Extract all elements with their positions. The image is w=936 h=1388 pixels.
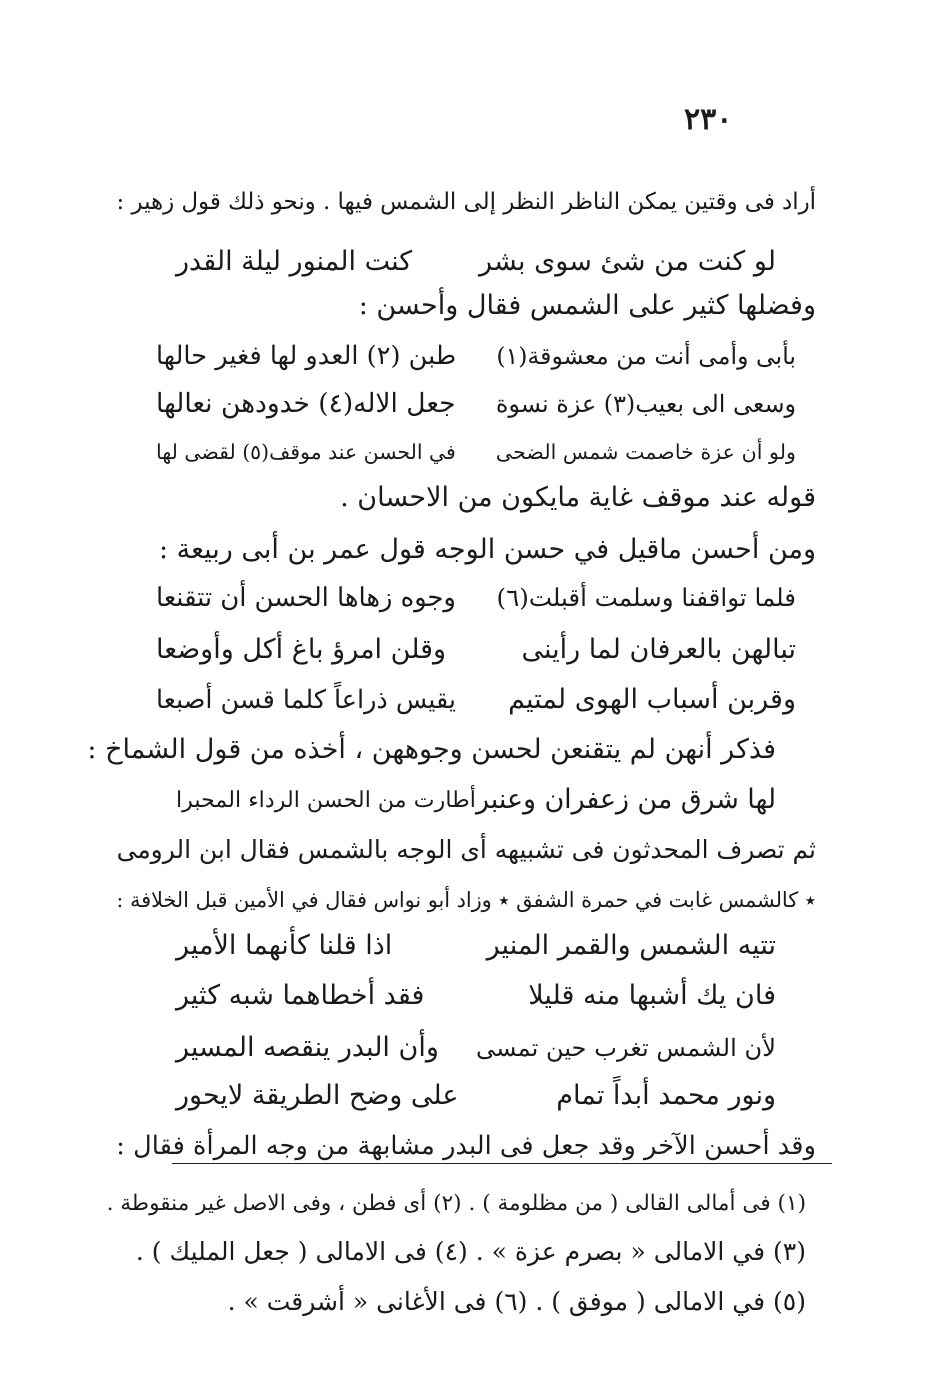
verse-hemistich: وأن البدر ينقصه المسير bbox=[176, 1032, 439, 1063]
prose-line: قوله عند موقف غاية مايكون من الاحسان . bbox=[340, 482, 816, 513]
prose-line: ثم تصرف المحدثون فى تشبيهه أى الوجه بالشمس فقال ابن الرومى bbox=[116, 835, 816, 864]
verse-line bbox=[176, 242, 776, 282]
verse-hemistich: أطارت من الحسن الرداء المحبرا bbox=[176, 787, 476, 813]
verse-line bbox=[176, 926, 776, 966]
verse-hemistich: لو كنت من شئ سوى بشر bbox=[479, 246, 776, 277]
verse-line bbox=[176, 780, 776, 820]
verse-hemistich: تبالهن بالعرفان لما رأينى bbox=[521, 634, 796, 665]
verse-hemistich: طبن (٢) العدو لها فغير حالها bbox=[156, 341, 457, 371]
prose-line: أراد فى وقتين يمكن الناظر النظر إلى الشمس فيها . ونحو ذلك قول زهير : bbox=[116, 189, 816, 215]
verse-line bbox=[156, 384, 796, 424]
prose-line: ٭ كالشمس غابت في حمرة الشفق ٭ وزاد أبو نواس فقال في الأمين قبل الخلافة : bbox=[116, 888, 816, 912]
verse-line bbox=[156, 680, 796, 720]
verse-hemistich: لها شرق من زعفران وعنبر bbox=[476, 784, 776, 815]
verse-line bbox=[176, 976, 776, 1016]
verse-hemistich: تتيه الشمس والقمر المنير bbox=[486, 930, 776, 961]
verse-line bbox=[156, 578, 796, 618]
verse-hemistich: وسعى الى بعيب(٣) عزة نسوة bbox=[495, 390, 796, 418]
footnote-line: (٣) في الامالى « بصرم عزة » . (٤) فى الامالى ( جعل المليك ) . bbox=[135, 1237, 806, 1266]
verse-line bbox=[156, 630, 796, 670]
verse-hemistich: في الحسن عند موقف(٥) لقضى لها bbox=[156, 440, 456, 464]
footnote-divider bbox=[172, 1163, 832, 1164]
verse-line bbox=[176, 1028, 776, 1068]
verse-hemistich: لأن الشمس تغرب حين تمسى bbox=[475, 1034, 776, 1062]
verse-line bbox=[176, 1076, 776, 1116]
verse-line bbox=[156, 336, 796, 376]
verse-hemistich: بأبى وأمى أنت من معشوقة(١) bbox=[496, 342, 796, 370]
prose-line: وفضلها كثير على الشمس فقال وأحسن : bbox=[358, 290, 816, 321]
footnote-line: (٥) في الامالى ( موفق ) . (٦) فى الأغانى « أشرقت » . bbox=[227, 1287, 806, 1316]
verse-line bbox=[156, 432, 796, 472]
prose-line: وقد أحسن الآخر وقد جعل فى البدر مشابهة من وجه المرأة فقال : bbox=[116, 1131, 816, 1161]
verse-hemistich: فلما تواقفنا وسلمت أقبلت(٦) bbox=[496, 583, 796, 612]
verse-hemistich: فان يك أشبها منه قليلا bbox=[528, 980, 776, 1011]
verse-hemistich: جعل الاله(٤) خدودهن نعالها bbox=[156, 388, 456, 419]
verse-hemistich: وقربن أسباب الهوى لمتيم bbox=[508, 684, 796, 715]
verse-hemistich: وجوه زهاها الحسن أن تتقنعا bbox=[156, 583, 456, 613]
verse-hemistich: على وضح الطريقة لايحور bbox=[176, 1080, 459, 1111]
verse-hemistich: كنت المنور ليلة القدر bbox=[176, 246, 413, 277]
verse-hemistich: وقلن امرؤ باغ أكل وأوضعا bbox=[156, 634, 447, 665]
page-number: ٢٣٠ bbox=[684, 102, 733, 137]
verse-hemistich: ولو أن عزة خاصمت شمس الضحى bbox=[495, 440, 796, 464]
verse-hemistich: ونور محمد أبداً تمام bbox=[556, 1080, 776, 1111]
verse-hemistich: اذا قلنا كأنهما الأمير bbox=[176, 930, 393, 961]
prose-line: فذكر أنهن لم يتقنعن لحسن وجوههن ، أخذه من قول الشماخ : bbox=[87, 734, 776, 765]
verse-hemistich: فقد أخطاهما شبه كثير bbox=[176, 980, 425, 1011]
prose-line: ومن أحسن ماقيل في حسن الوجه قول عمر بن أبى ربيعة : bbox=[158, 534, 816, 565]
footnote-line: (١) فى أمالى القالى ( من مظلومة ) . (٢) أى فطن ، وفى الاصل غير منقوطة . bbox=[106, 1191, 806, 1216]
verse-hemistich: يقيس ذراعاً كلما قسن أصبعا bbox=[156, 685, 456, 715]
